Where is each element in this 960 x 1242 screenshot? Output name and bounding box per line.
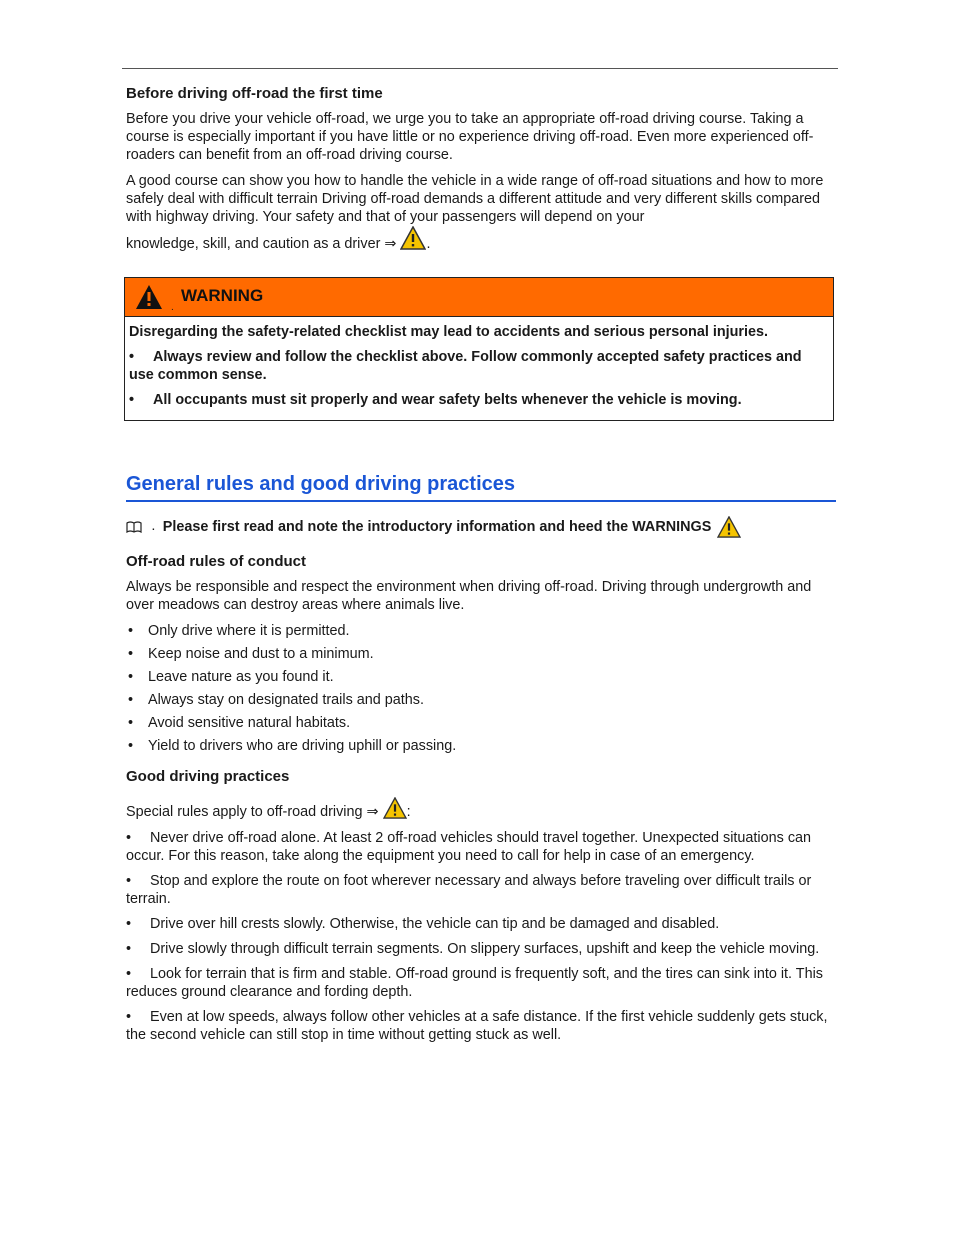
warning-triangle-icon	[383, 797, 407, 819]
warning-box	[124, 277, 834, 421]
book-icon	[126, 521, 142, 533]
heading-good-practices: Good driving practices	[126, 768, 290, 785]
warning-label: WARNING	[181, 286, 264, 305]
section-title: General rules and good driving practices	[126, 471, 836, 502]
bullet: •	[126, 873, 132, 889]
heading-rules-of-conduct: Off-road rules of conduct	[126, 553, 306, 570]
good-item-1: • Never drive off-road alone. At least 2 off-road vehicles should travel together. Unexpected situations can occur. For this reason, take along the equipment you need to call for help in case of an emergency.	[126, 830, 812, 864]
warning-text: Disregarding the safety-related checklist may lead to accidents and serious personal injuries.	[129, 324, 769, 340]
heading-before-driving: Before driving off-road the first time	[126, 85, 383, 102]
bullet: •	[126, 1009, 132, 1025]
bullet: •	[129, 392, 135, 408]
list-item: • Only drive where it is permitted.	[126, 622, 834, 640]
paragraph-conduct: Always be responsible and respect the environment when driving off-road. Driving through undergrowth and over meadows can destroy areas where animals live.	[126, 579, 812, 613]
list-item: • Avoid sensitive natural habitats.	[126, 714, 834, 732]
good-item-4: • Drive slowly through difficult terrain segments. On slippery surfaces, upshift and keep the vehicle moving.	[126, 941, 820, 957]
warning-item-1: • Always review and follow the checklist above. Follow commonly accepted safety practices and use common sense.	[129, 349, 802, 383]
bullet: •	[126, 941, 132, 957]
warning-body	[125, 317, 833, 420]
warning-header	[125, 278, 833, 317]
bullet: •	[126, 830, 132, 846]
list-item: • Leave nature as you found it.	[126, 668, 834, 686]
page-content	[126, 84, 834, 1051]
warning-triangle-icon	[717, 516, 741, 538]
bullet: •	[126, 966, 132, 982]
good-item-2: • Stop and explore the route on foot wherever necessary and always before traveling over difficult trails or terrain.	[126, 873, 812, 907]
bullet: •	[129, 349, 135, 365]
bullet: •	[126, 916, 132, 932]
paragraph-good-course: A good course can show you how to handle the vehicle in a wide range of off-road situations and how to more safely deal with difficult terrain Driving off-road demands a different attitude and very different skills compared with highway driving. Your safety and that of your passengers will depend on your knowledge, skill, and caution as a driver ⇒ .	[126, 173, 824, 252]
list-item: • Keep noise and dust to a minimum.	[126, 645, 834, 663]
top-divider	[122, 68, 838, 69]
warning-dot: .	[171, 302, 174, 313]
intro-note	[126, 516, 834, 538]
warning-item-2: • All occupants must sit properly and wear safety belts whenever the vehicle is moving.	[129, 392, 742, 408]
paragraph-course-intro: Before you drive your vehicle off-road, we urge you to take an appropriate off-road driving course. Taking a course is especially important if you have little or no experience driving off-road. Even more experienced off-roaders can benefit from an off-road driving course.	[126, 111, 814, 163]
good-item-6: • Even at low speeds, always follow other vehicles at a safe distance. If the first vehicle suddenly gets stuck, the second vehicle can still stop in time without getting stuck as well.	[126, 1009, 828, 1043]
list-item: • Always stay on designated trails and paths.	[126, 691, 834, 709]
paragraph-special-rules: Special rules apply to off-road driving ⇒ :	[126, 797, 834, 821]
list-item: • Yield to drivers who are driving uphill or passing.	[126, 737, 834, 755]
intro-text: Please first read and note the introductory information and heed the WARNINGS	[162, 519, 712, 535]
intro-dot: .	[152, 521, 155, 533]
warning-icon	[135, 284, 163, 310]
good-item-3: • Drive over hill crests slowly. Otherwise, the vehicle can tip and be damaged and disabled.	[126, 916, 720, 932]
warning-triangle-icon	[400, 226, 426, 250]
good-item-5: • Look for terrain that is firm and stable. Off-road ground is frequently soft, and the tires can sink into it. This reduces ground clearance and fording depth.	[126, 966, 823, 1000]
conduct-list	[126, 622, 834, 755]
